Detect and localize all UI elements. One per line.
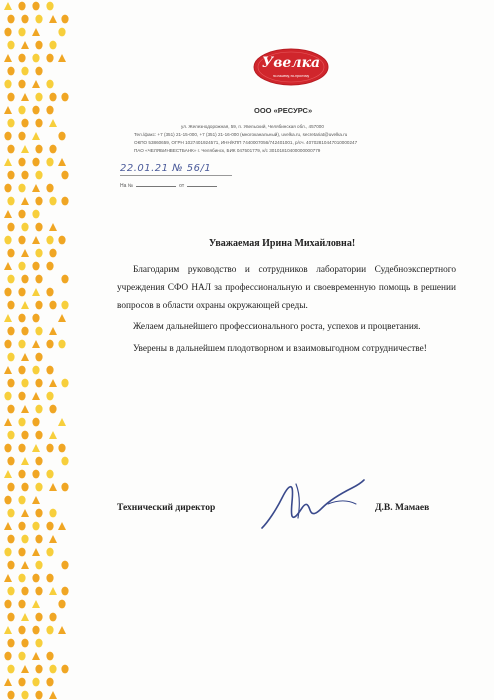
border-pattern-shape — [32, 54, 39, 63]
border-pattern-shape — [32, 314, 39, 323]
border-pattern-shape — [18, 652, 25, 661]
company-name: ООО «РЕСУРС» — [254, 106, 313, 115]
border-pattern-shape — [49, 691, 57, 699]
decorative-border-pattern — [0, 0, 70, 700]
border-pattern-shape — [35, 41, 42, 50]
border-pattern-shape — [18, 678, 25, 687]
border-pattern-shape — [49, 431, 57, 439]
border-pattern-shape — [46, 522, 53, 531]
border-pattern-shape — [61, 301, 68, 310]
border-pattern-shape — [32, 548, 40, 556]
border-pattern-shape — [46, 470, 53, 479]
border-pattern-shape — [4, 106, 12, 114]
border-pattern-shape — [18, 548, 25, 557]
border-pattern-shape — [18, 158, 25, 167]
letter-paragraph: Уверены в дальнейшем плодотворном и взаимовыгодном сотрудничестве! — [133, 344, 427, 355]
border-pattern-shape — [21, 379, 28, 388]
border-pattern-shape — [35, 431, 42, 440]
border-pattern-shape — [35, 119, 42, 128]
border-pattern-shape — [4, 652, 11, 661]
border-pattern-shape — [7, 561, 14, 570]
border-pattern-shape — [18, 314, 25, 323]
border-pattern-shape — [46, 366, 53, 375]
border-pattern-shape — [46, 340, 53, 349]
reference-no-label: На № — [120, 183, 134, 189]
border-pattern-shape — [21, 639, 28, 648]
border-pattern-shape — [4, 600, 11, 609]
border-pattern-shape — [18, 262, 25, 271]
border-pattern-shape — [35, 223, 42, 232]
border-pattern-shape — [21, 41, 29, 49]
border-pattern-shape — [32, 340, 40, 348]
border-pattern-shape — [35, 665, 42, 674]
border-pattern-shape — [35, 509, 42, 518]
border-pattern-shape — [49, 587, 57, 595]
border-pattern-shape — [18, 2, 25, 11]
reference-line — [120, 181, 220, 189]
border-pattern-shape — [32, 158, 39, 167]
border-pattern-shape — [49, 197, 56, 206]
border-pattern-shape — [49, 119, 57, 127]
border-pattern-shape — [21, 691, 28, 700]
border-pattern-shape — [7, 301, 14, 310]
border-pattern-shape — [4, 574, 12, 582]
border-pattern-shape — [4, 28, 11, 37]
border-pattern-shape — [58, 600, 65, 609]
brand-logo-tagline: по-нашему, по-простому — [272, 74, 310, 78]
border-pattern-shape — [4, 54, 12, 62]
signer-position: Технический директор — [117, 503, 216, 513]
border-pattern-shape — [7, 613, 14, 622]
border-pattern-shape — [4, 418, 12, 426]
company-bank: ПАО «ЧЕЛЯБИНВЕСТБАНК» г. Челябинск, БИК 047501779, к/с 30101810400000000779 — [134, 148, 321, 153]
border-pattern-shape — [18, 418, 25, 427]
letter-paragraph: Благодарим руководство и сотрудников лаборатории Судебноэкспертного учреждения СФО НАЛ за профессиональную и своевременную помощь в решении вопросов в области охраны окружающей среды. — [117, 265, 456, 311]
border-pattern-shape — [35, 275, 42, 284]
border-pattern-shape — [35, 405, 42, 414]
border-pattern-shape — [35, 67, 42, 76]
border-pattern-shape — [46, 574, 53, 583]
border-pattern-shape — [4, 444, 11, 453]
border-pattern-shape — [18, 28, 25, 37]
border-pattern-shape — [32, 600, 40, 608]
border-pattern-shape — [7, 145, 14, 154]
border-pattern-shape — [4, 288, 11, 297]
border-pattern-shape — [4, 548, 11, 557]
border-pattern-shape — [49, 41, 56, 50]
border-pattern-shape — [35, 93, 42, 102]
border-pattern-shape — [35, 639, 42, 648]
outgoing-underline — [120, 175, 232, 176]
border-pattern-shape — [21, 483, 28, 492]
border-pattern-shape — [4, 626, 12, 634]
border-pattern-shape — [58, 340, 65, 349]
border-pattern-shape — [61, 561, 68, 570]
border-pattern-shape — [7, 691, 14, 700]
border-pattern-shape — [4, 314, 12, 322]
border-pattern-shape — [4, 522, 12, 530]
border-pattern-shape — [21, 93, 29, 101]
border-pattern-shape — [21, 67, 28, 76]
border-pattern-shape — [7, 353, 14, 362]
border-pattern-shape — [7, 665, 14, 674]
border-pattern-shape — [32, 418, 39, 427]
border-pattern-shape — [7, 15, 14, 24]
border-pattern-shape — [32, 132, 40, 140]
border-pattern-shape — [21, 405, 29, 413]
border-pattern-shape — [18, 522, 25, 531]
border-pattern-shape — [18, 340, 25, 349]
company-registry: ОКПО 53860659, ОГРН 1027401924571, ИНН/КПП 7440007056/742401001, р/сч. 40702810447010000247 — [134, 140, 358, 145]
border-pattern-shape — [4, 678, 12, 686]
border-pattern-shape — [32, 210, 39, 219]
border-pattern-shape — [21, 457, 29, 465]
handwritten-signature — [256, 470, 368, 532]
border-pattern-shape — [58, 626, 66, 634]
border-pattern-shape — [21, 119, 28, 128]
border-pattern-shape — [46, 626, 53, 635]
border-pattern-shape — [18, 574, 25, 583]
border-pattern-shape — [35, 535, 42, 544]
border-pattern-shape — [32, 80, 40, 88]
border-pattern-shape — [21, 145, 29, 153]
border-pattern-shape — [58, 158, 66, 166]
border-pattern-shape — [61, 171, 68, 180]
border-pattern-shape — [35, 483, 42, 492]
border-pattern-shape — [4, 262, 12, 270]
border-pattern-shape — [21, 613, 29, 621]
border-pattern-shape — [18, 288, 25, 297]
border-pattern-shape — [58, 132, 65, 141]
border-pattern-shape — [32, 470, 39, 479]
border-pattern-shape — [21, 431, 28, 440]
border-pattern-shape — [18, 496, 25, 505]
border-pattern-shape — [46, 444, 53, 453]
border-pattern-shape — [18, 106, 25, 115]
border-pattern-shape — [35, 301, 42, 310]
border-pattern-shape — [7, 249, 14, 258]
border-pattern-shape — [32, 444, 40, 452]
border-pattern-shape — [61, 587, 68, 596]
reference-no-blank — [136, 181, 176, 187]
border-pattern-shape — [49, 665, 56, 674]
border-pattern-shape — [61, 483, 68, 492]
border-pattern-shape — [61, 457, 68, 466]
border-pattern-shape — [35, 613, 42, 622]
letter-paragraph: Желаем дальнейшего профессионального роста, успехов и процветания. — [133, 322, 421, 333]
border-pattern-shape — [32, 2, 39, 11]
border-pattern-shape — [18, 132, 25, 141]
border-pattern-shape — [18, 80, 25, 89]
border-pattern-shape — [58, 28, 65, 37]
border-pattern-shape — [21, 665, 29, 673]
border-pattern-shape — [4, 496, 11, 505]
border-pattern-shape — [4, 2, 12, 10]
border-pattern-shape — [58, 314, 66, 322]
border-pattern-shape — [49, 613, 56, 622]
border-pattern-shape — [7, 457, 14, 466]
border-pattern-shape — [32, 184, 40, 192]
border-pattern-shape — [18, 184, 25, 193]
outgoing-date-number: 22.01.21 № 56/1 — [120, 163, 212, 174]
border-pattern-shape — [49, 249, 56, 258]
company-address: ул. Железнодорожная, 59, п. Увельский, Челябинская обл., 457000 — [181, 124, 324, 129]
border-pattern-shape — [61, 93, 68, 102]
border-pattern-shape — [4, 184, 11, 193]
border-pattern-shape — [49, 327, 57, 335]
border-pattern-shape — [21, 587, 28, 596]
border-pattern-shape — [7, 171, 14, 180]
border-pattern-shape — [58, 54, 66, 62]
border-pattern-shape — [18, 470, 25, 479]
border-pattern-shape — [49, 405, 56, 414]
border-pattern-shape — [4, 366, 12, 374]
border-pattern-shape — [61, 197, 68, 206]
border-pattern-shape — [61, 15, 68, 24]
border-pattern-shape — [49, 145, 56, 154]
border-pattern-shape — [21, 249, 29, 257]
border-pattern-shape — [46, 288, 53, 297]
border-pattern-shape — [49, 379, 57, 387]
border-pattern-shape — [7, 93, 14, 102]
border-pattern-shape — [49, 93, 56, 102]
border-pattern-shape — [7, 119, 14, 128]
border-pattern-shape — [4, 132, 11, 141]
border-pattern-shape — [21, 197, 29, 205]
border-pattern-shape — [35, 561, 42, 570]
border-pattern-shape — [18, 392, 25, 401]
border-pattern-shape — [35, 379, 42, 388]
border-pattern-shape — [35, 327, 42, 336]
border-pattern-shape — [49, 301, 56, 310]
border-pattern-shape — [4, 80, 11, 89]
border-pattern-shape — [46, 106, 53, 115]
reference-from-label: от — [179, 183, 185, 189]
border-pattern-shape — [46, 80, 53, 89]
border-pattern-shape — [7, 197, 14, 206]
border-pattern-shape — [7, 639, 14, 648]
border-pattern-shape — [32, 262, 39, 271]
border-pattern-shape — [46, 158, 53, 167]
border-pattern-shape — [7, 223, 14, 232]
border-pattern-shape — [7, 535, 14, 544]
border-pattern-shape — [46, 678, 53, 687]
border-pattern-shape — [49, 15, 57, 23]
border-pattern-shape — [21, 535, 28, 544]
border-pattern-shape — [32, 392, 40, 400]
border-pattern-shape — [46, 652, 53, 661]
reference-from-blank — [187, 181, 217, 187]
border-pattern-shape — [58, 444, 65, 453]
border-pattern-shape — [49, 509, 56, 518]
border-pattern-shape — [46, 392, 53, 401]
border-pattern-shape — [18, 626, 25, 635]
border-pattern-shape — [7, 587, 14, 596]
border-pattern-shape — [7, 509, 14, 518]
border-pattern-shape — [21, 15, 28, 24]
letter-greeting: Уважаемая Ирина Михайловна! — [208, 238, 356, 249]
border-pattern-shape — [21, 561, 29, 569]
border-pattern-shape — [35, 691, 42, 700]
border-pattern-shape — [35, 353, 42, 362]
border-pattern-shape — [32, 288, 40, 296]
border-pattern-shape — [32, 496, 40, 504]
border-pattern-shape — [35, 15, 42, 24]
border-pattern-shape — [49, 483, 57, 491]
border-pattern-shape — [35, 171, 42, 180]
border-pattern-shape — [7, 275, 14, 284]
signer-name: Д.В. Мамаев — [375, 503, 430, 513]
border-pattern-shape — [7, 41, 14, 50]
border-pattern-shape — [18, 366, 25, 375]
border-pattern-shape — [7, 405, 14, 414]
border-pattern-shape — [35, 145, 42, 154]
border-pattern-shape — [61, 275, 68, 284]
border-pattern-shape — [46, 54, 53, 63]
border-pattern-shape — [18, 210, 25, 219]
border-pattern-shape — [61, 665, 68, 674]
border-pattern-shape — [58, 522, 66, 530]
border-pattern-shape — [4, 210, 12, 218]
border-pattern-shape — [49, 223, 57, 231]
border-pattern-shape — [32, 522, 39, 531]
border-pattern-shape — [32, 28, 40, 36]
border-pattern-shape — [4, 470, 12, 478]
border-pattern-shape — [35, 457, 42, 466]
border-pattern-shape — [32, 678, 39, 687]
border-pattern-shape — [7, 67, 14, 76]
border-pattern-shape — [61, 379, 68, 388]
border-pattern-shape — [32, 652, 40, 660]
border-pattern-shape — [32, 626, 39, 635]
border-pattern-shape — [35, 249, 42, 258]
border-pattern-shape — [49, 535, 57, 543]
letter-body — [117, 262, 456, 363]
border-pattern-shape — [18, 444, 25, 453]
border-pattern-shape — [21, 301, 29, 309]
border-pattern-shape — [46, 2, 53, 11]
border-pattern-shape — [46, 184, 53, 193]
border-pattern-shape — [21, 327, 28, 336]
border-pattern-shape — [21, 223, 28, 232]
border-pattern-shape — [32, 366, 39, 375]
border-pattern-shape — [7, 431, 14, 440]
border-pattern-shape — [7, 379, 14, 388]
company-contacts: Тел./факс: +7 (351) 21-15-000, +7 (351) 21-16-000 (многоканальный), uvelka.ru, secretariat@uvelka.ru — [134, 132, 348, 137]
border-pattern-shape — [4, 392, 11, 401]
border-pattern-shape — [4, 340, 11, 349]
border-pattern-shape — [21, 171, 28, 180]
border-pattern-shape — [35, 587, 42, 596]
border-pattern-shape — [32, 106, 39, 115]
border-pattern-shape — [21, 509, 29, 517]
border-pattern-shape — [7, 327, 14, 336]
border-pattern-shape — [21, 353, 29, 361]
border-pattern-shape — [21, 275, 28, 284]
border-pattern-shape — [4, 158, 12, 166]
border-pattern-shape — [7, 483, 14, 492]
border-pattern-shape — [58, 418, 66, 426]
border-pattern-shape — [35, 197, 42, 206]
border-pattern-shape — [46, 262, 53, 271]
border-pattern-shape — [46, 548, 53, 557]
border-pattern-shape — [18, 54, 25, 63]
border-pattern-shape — [18, 600, 25, 609]
border-pattern-shape — [32, 574, 39, 583]
brand-logo-text: Увелка — [261, 55, 321, 71]
